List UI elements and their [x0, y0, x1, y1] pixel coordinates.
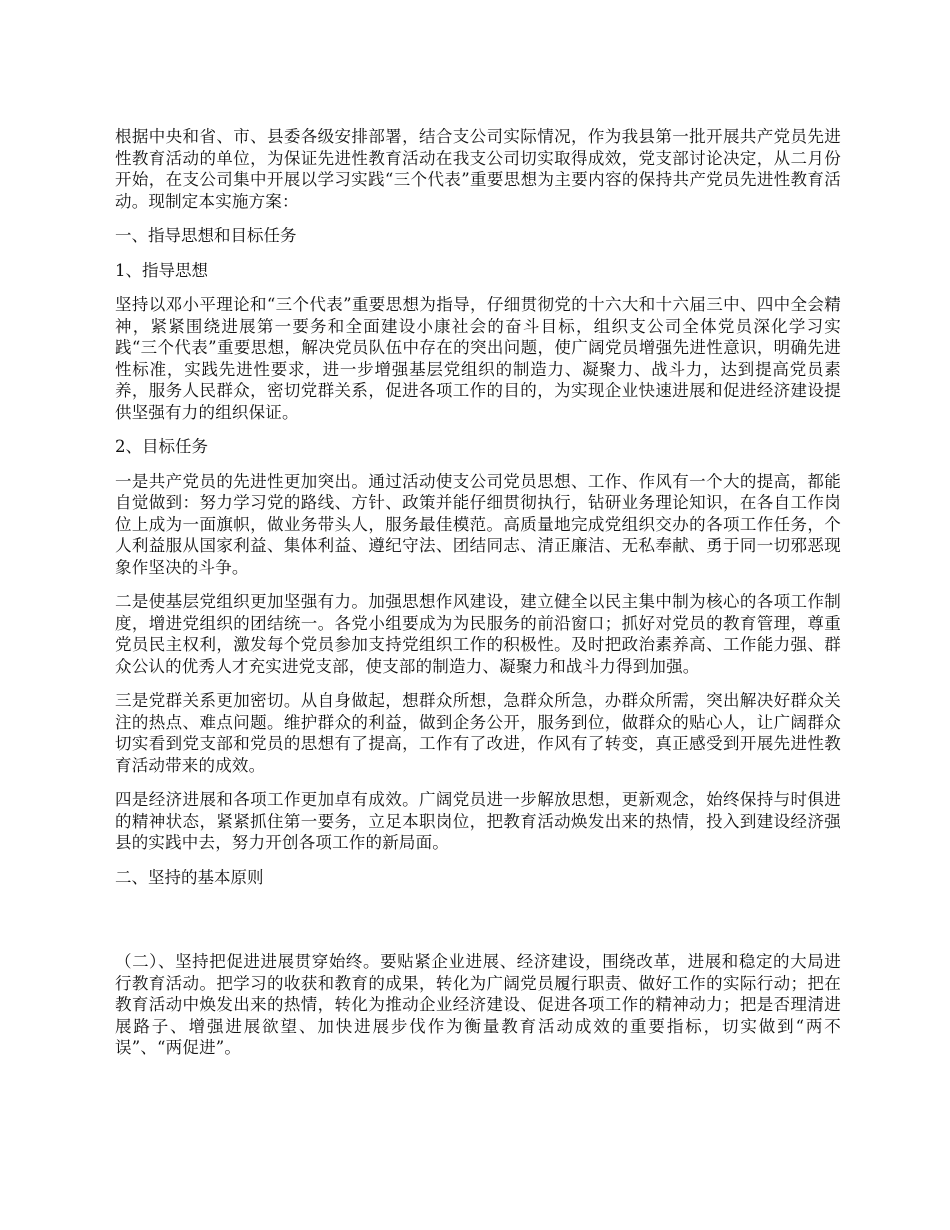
goal-paragraph-3: 三是党群关系更加密切。从自身做起，想群众所想，急群众所急，办群众所需，突出解决好群众关注的热点、难点问题。维护群众的利益，做到企务公开，服务到位，做群众的贴心人，让广阔群众切实看到党支部和党员的思想有了提高，工作有了改进，作风有了转变，真正感受到开展先进性教育活动带来的成效。: [115, 691, 841, 775]
subheading-guiding-ideology: 1、指导思想: [115, 260, 208, 280]
section-heading-guiding-ideology-and-goals: 一、指导思想和目标任务: [115, 226, 297, 245]
goal-paragraph-1: 一是共产党员的先进性更加突出。通过活动使支公司党员思想、工作、作风有一个大的提高，都能自觉做到：努力学习党的路线、方针、政策并能仔细贯彻执行，钻研业务理论知识，在各自工作岗位上成为一面旗帜，做业务带头人，服务最佳模范。高质量地完成党组织交办的各项工作任务，个人利益服从国家利益、集体利益、遵纪守法、团结同志、清正廉洁、无私奉献、勇于同一切邪恶现象作坚决的斗争。: [115, 471, 841, 577]
subheading-goals: 2、目标任务: [115, 437, 208, 456]
goal-paragraph-2: 二是使基层党组织更加坚强有力。加强思想作风建设，建立健全以民主集中制为核心的各项工作制度，增进党组织的团结统一。各党小组要成为为民服务的前沿窗口；抓好对党员的教育管理，尊重党员民主权利，激发每个党员参加支持党组织工作的积极性。及时把政治素养高、工作能力强、群众公认的优秀人才充实进党支部，使支部的制造力、凝聚力和战斗力得到加强。: [115, 592, 841, 676]
document-body: [115, 126, 841, 1059]
section-heading-basic-principles: 二、坚持的基本原则: [115, 867, 264, 887]
intro-paragraph: 根据中央和省、市、县委各级安排部署，结合支公司实际情况，作为我县第一批开展共产党员先进性教育活动的单位，为保证先进性教育活动在我支公司切实取得成效，党支部讨论决定，从二月份开始，在支公司集中开展以学习实践“三个代表”重要思想为主要内容的保持共产党员先进性教育活动。现制定本实施方案：: [115, 127, 841, 211]
principle-paragraph-2: （二）、坚持把促进进展贯穿始终。要贴紧企业进展、经济建设，围绕改革，进展和稳定的大局进行教育活动。把学习的收获和教育的成果，转化为广阔党员履行职责、做好工作的实际行动；把在教育活动中焕发出来的热情，转化为推动企业经济建设、促进各项工作的精神动力；把是否理清进展路子、增强进展欲望、加快进展步伐作为衡量教育活动成效的重要指标，切实做到“两不误”、“两促进”。: [115, 952, 841, 1057]
guiding-ideology-paragraph: 坚持以邓小平理论和“三个代表”重要思想为指导，仔细贯彻党的十六大和十六届三中、四中全会精神，紧紧围绕进展第一要务和全面建设小康社会的奋斗目标，组织支公司全体党员深化学习实践“三个代表”重要思想，解决党员队伍中存在的突出问题，使广阔党员增强先进性意识，明确先进性标准，实践先进性要求，进一步增强基层党组织的制造力、凝聚力、战斗力，达到提高党员素养，服务人民群众，密切党群关系，促进各项工作的目的，为实现企业快速进展和促进经济建设提供坚强有力的组织保证。: [115, 295, 841, 422]
goal-paragraph-4: 四是经济进展和各项工作更加卓有成效。广阔党员进一步解放思想，更新观念，始终保持与时俱进的精神状态，紧紧抓住第一要务，立足本职岗位，把教育活动焕发出来的热情，投入到建设经济强县的实践中去，努力开创各项工作的新局面。: [115, 790, 841, 852]
